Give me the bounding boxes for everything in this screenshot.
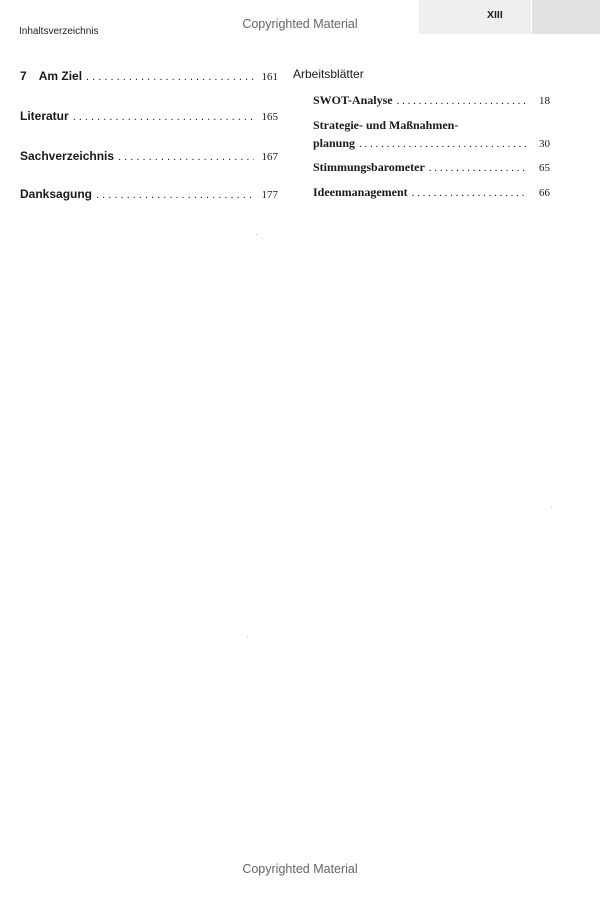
toc-entry-danksagung[interactable]	[20, 187, 278, 201]
toc-title: Am Ziel	[38, 69, 83, 83]
worksheet-entry-swot[interactable]	[313, 93, 550, 108]
running-title: Inhaltsverzeichnis	[19, 26, 99, 37]
worksheet-title: SWOT-Analyse	[313, 93, 393, 107]
leader-dots	[118, 151, 254, 163]
worksheet-entry-strategie[interactable]	[313, 136, 550, 151]
watermark-top: Copyrighted Material	[242, 17, 358, 31]
toc-entry-sachverzeichnis[interactable]	[20, 149, 278, 163]
toc-entry-literatur[interactable]	[20, 109, 278, 123]
worksheet-title: Ideenmanagement	[313, 185, 408, 199]
leader-dots	[397, 95, 526, 107]
leader-dots	[412, 187, 526, 199]
toc-title: Literatur	[20, 109, 69, 123]
toc-page: 167	[261, 151, 278, 163]
watermark-bottom: Copyrighted Material	[242, 862, 358, 876]
worksheet-entry-stimmungsbarometer[interactable]	[313, 160, 550, 175]
leader-dots	[96, 189, 254, 201]
toc-entry-am-ziel[interactable]	[20, 69, 278, 83]
leader-dots	[86, 71, 254, 83]
worksheet-title: Stimmungsbarometer	[313, 160, 425, 174]
scan-speck	[551, 507, 552, 508]
worksheet-page: 30	[539, 138, 550, 150]
worksheet-page: 65	[539, 162, 550, 174]
toc-page: 161	[261, 71, 278, 83]
scan-speck	[256, 234, 257, 235]
toc-title: Danksagung	[20, 187, 93, 201]
worksheet-entry-ideenmanagement[interactable]	[313, 185, 550, 200]
leader-dots	[429, 162, 526, 174]
toc-page: 177	[261, 189, 278, 201]
chapter-number: 7	[20, 69, 27, 83]
worksheet-title-line1: Strategie- und Maßnahmen-	[313, 118, 459, 132]
worksheet-title-line2: planung	[313, 136, 356, 150]
leader-dots	[73, 111, 254, 123]
worksheet-page: 18	[539, 95, 550, 107]
toc-page: 165	[261, 111, 278, 123]
toc-title: Sachverzeichnis	[20, 149, 115, 163]
page-number: XIII	[487, 9, 503, 21]
section-heading-arbeitsblaetter: Arbeitsblätter	[293, 67, 364, 81]
worksheet-page: 66	[539, 187, 550, 199]
scan-speck	[247, 636, 248, 637]
leader-dots	[359, 138, 526, 150]
